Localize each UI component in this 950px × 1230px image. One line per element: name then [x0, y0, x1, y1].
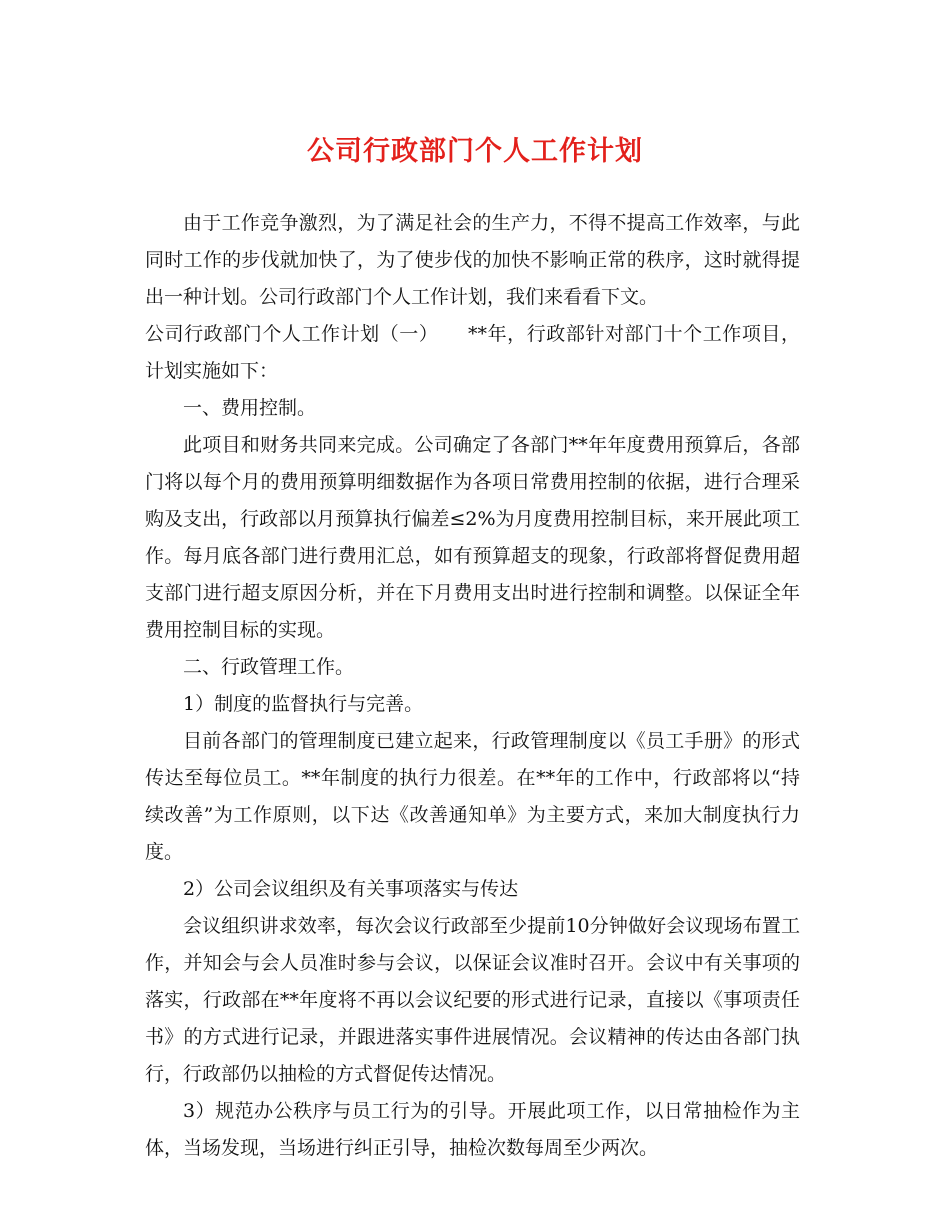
- paragraph-rules: 目前各部门的管理制度已建立起来，行政管理制度以《员工手册》的形式传达至每位员工。**年制度的执行力很差。在**年的工作中，行政部将以“持续改善”为工作原则，以下达《改善通知单》为主要方式，来加大制度执行力度。: [145, 730, 800, 863]
- paragraph-cost-control: 此项目和财务共同来完成。公司确定了各部门**年年度费用预算后，各部门将以每个月的费用预算明细数据作为各项日常费用控制的依据，进行合理采购及支出，行政部以月预算执行偏差≤2%为月度费用控制目标，来开展此项工作。每月底各部门进行费用汇总，如有预算超支的现象，行政部将督促费用超支部门进行超支原因分析，并在下月费用支出时进行控制和调整。以保证全年费用控制目标的实现。: [145, 434, 800, 641]
- paragraph-meetings: 会议组织讲求效率，每次会议行政部至少提前10分钟做好会议现场布置工作，并知会与会人员准时参与会议，以保证会议准时召开。会议中有关事项的落实，行政部在**年度将不再以会议纪要的形式进行记录，直接以《事项责任书》的方式进行记录，并跟进落实事件进展情况。会议精神的传达由各部门执行，行政部仍以抽检的方式督促传达情况。: [145, 915, 800, 1085]
- subsection-heading-meetings: 2）公司会议组织及有关事项落实与传达: [183, 878, 519, 900]
- section-heading-cost-control: 一、费用控制。: [183, 397, 317, 419]
- paragraph-office-order: 3）规范办公秩序与员工行为的引导。开展此项工作，以日常抽检作为主体，当场发现，当场进行纠正引导，抽检次数每周至少两次。: [145, 1100, 800, 1159]
- section-heading-admin-management: 二、行政管理工作。: [183, 656, 355, 678]
- paragraph-intro: 由于工作竞争激烈，为了满足社会的生产力，不得不提高工作效率，与此同时工作的步伐就加快了，为了使步伐的加快不影响正常的秩序，这时就得提出一种计划。公司行政部门个人工作计划，我们来看看下文。: [145, 212, 800, 308]
- document-title: 公司行政部门个人工作计划: [307, 136, 643, 167]
- subsection-heading-rules: 1）制度的监督执行与完善。: [183, 693, 424, 715]
- document-body: [145, 205, 800, 1167]
- paragraph-plan-heading: 公司行政部门个人工作计划（一） **年，行政部针对部门十个工作项目，计划实施如下：: [145, 323, 800, 382]
